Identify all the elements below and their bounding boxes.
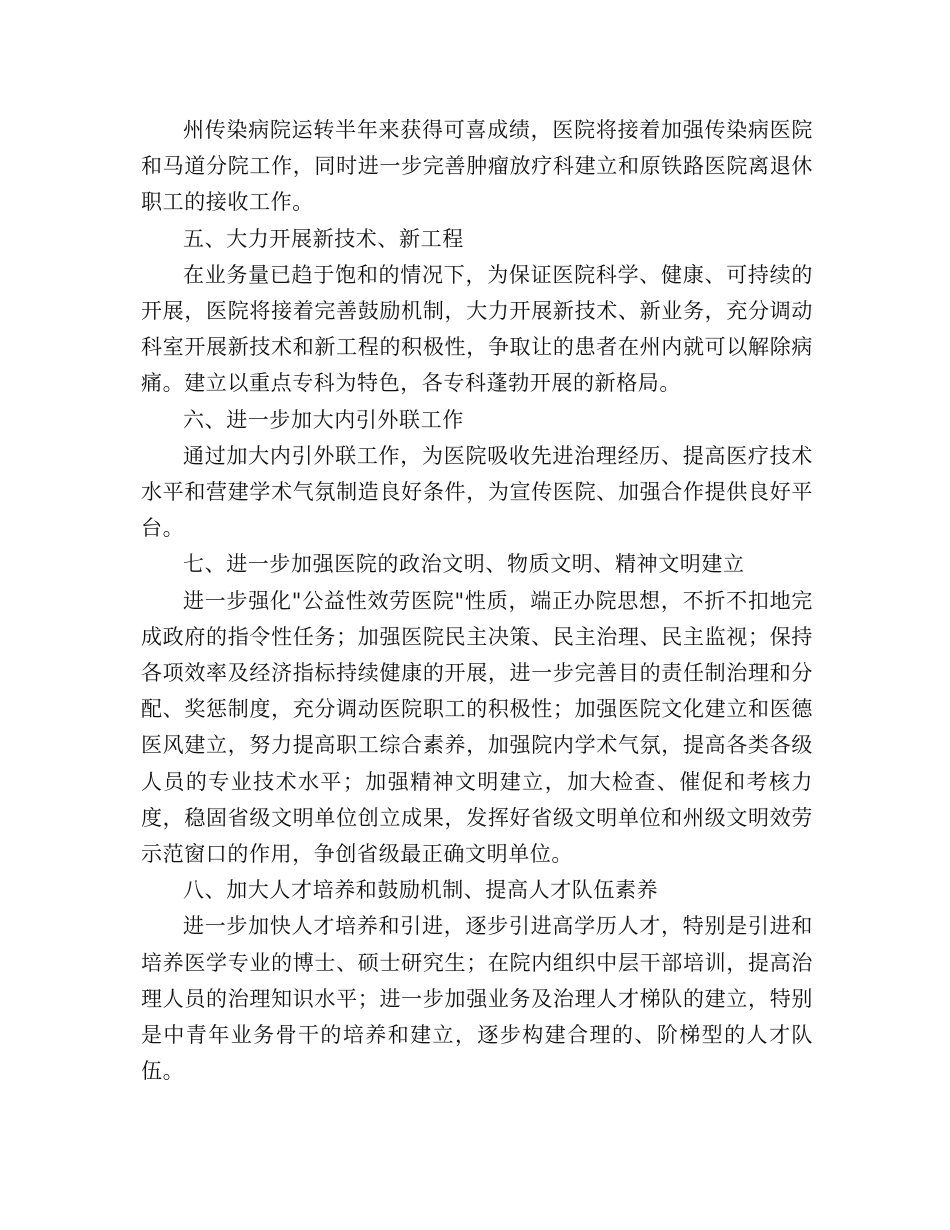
heading-section-7: 七、进一步加强医院的政治文明、物质文明、精神文明建立 [183, 552, 745, 577]
heading-section-6: 六、进一步加大内引外联工作 [183, 407, 464, 432]
heading-section-5: 五、大力开展新技术、新工程 [183, 226, 464, 251]
heading-section-8: 八、加大人才培养和鼓励机制、提高人才队伍素养 [183, 878, 659, 903]
paragraph-civilization-building: 进一步强化"公益性效劳医院"性质，端正办院思想，不折不扣地完成政府的指令性任务；加强医院民主决策、民主治理、民主监视；保持各项效率及经济指标持续健康的开展，进一步完善目的责任制治理和分配、奖惩制度，充分调动医院职工的积极性；加强医院文化建立和医德医风建立，努力提高职工综合素养，加强院内学术气氛，提高各类各级人员的专业技术水平；加强精神文明建立，加大检查、催促和考核力度，稳固省级文明单位创立成果，发挥好省级文明单位和州级文明效劳示范窗口的作用，争创省级最正确文明单位。 [141, 588, 813, 867]
paragraph-new-technology: 在业务量已趋于饱和的情况下，为保证医院科学、健康、可持续的开展，医院将接着完善鼓励机制，大力开展新技术、新业务，充分调动科室开展新技术和新工程的积极性，争取让的患者在州内就可以解除病痛。建立以重点专科为特色，各专科蓬勃开展的新格局。 [141, 262, 813, 396]
paragraph-talent-training: 进一步加快人才培养和引进，逐步引进高学历人才，特别是引进和培养医学专业的博士、硕士研究生；在院内组织中层干部培训，提高治理人员的治理知识水平；进一步加强业务及治理人才梯队的建立，特别是中青年业务骨干的培养和建立，逐步构建合理的、阶梯型的人才队伍。 [141, 914, 813, 1084]
paragraph-hospital-work: 州传染病院运转半年来获得可喜成绩，医院将接着加强传染病医院和马道分院工作，同时进一步完善肿瘤放疗科建立和原铁路医院离退休职工的接收工作。 [141, 118, 813, 215]
document-body [141, 112, 813, 1089]
paragraph-external-cooperation: 通过加大内引外联工作，为医院吸收先进治理经历、提高医疗技术水平和营建学术气氛制造良好条件，为宣传医院、加强合作提供良好平台。 [141, 443, 813, 541]
